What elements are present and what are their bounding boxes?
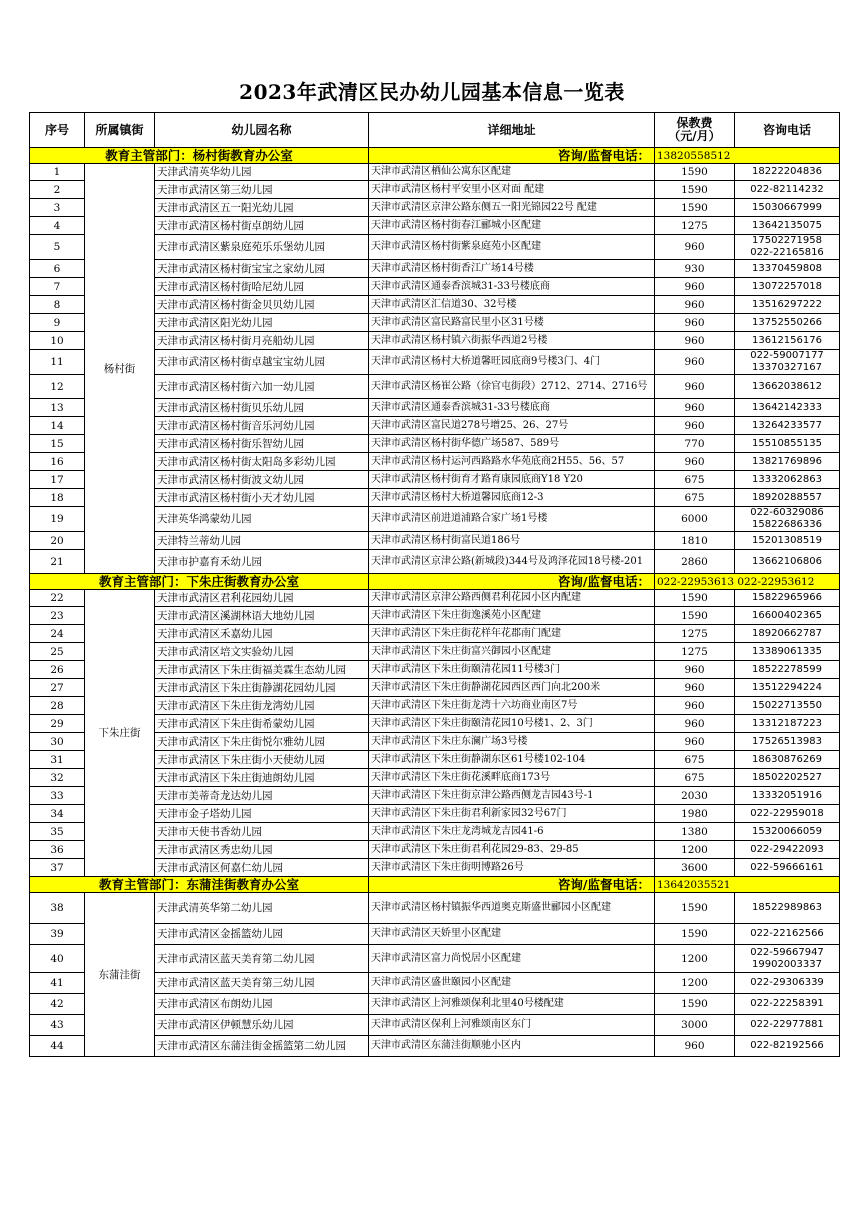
row-number: 37 xyxy=(30,859,85,877)
kindergarten-name: 天津市武清区杨村街宝宝之家幼儿园 xyxy=(155,260,369,278)
address: 天津市武清区东蒲洼街顺驰小区内 xyxy=(369,1036,655,1057)
fee: 1590 xyxy=(655,924,735,945)
row-number: 43 xyxy=(30,1015,85,1036)
section-contact-label: 咨询/监督电话： xyxy=(369,877,655,893)
kindergarten-name: 天津市武清区蓝天美育第二幼儿园 xyxy=(155,945,369,973)
address: 天津市武清区下朱庄街花样年花郡南门配建 xyxy=(369,625,655,643)
street-cell: 杨村街 xyxy=(85,164,155,574)
address: 天津市武清区杨村街富民道186号 xyxy=(369,532,655,550)
kindergarten-name: 天津市武清区秀忠幼儿园 xyxy=(155,841,369,859)
phone: 022-59666161 xyxy=(735,859,840,877)
phone: 15201308519 xyxy=(735,532,840,550)
fee: 960 xyxy=(655,661,735,679)
row-number: 8 xyxy=(30,296,85,314)
phone: 15822965966 xyxy=(735,590,840,607)
address: 天津市武清区杨村大桥道馨旺园底商9号楼3门、4门 xyxy=(369,350,655,375)
address: 天津市武清区保利上河雅颂南区东门 xyxy=(369,1015,655,1036)
kindergarten-name: 天津武清英华第二幼儿园 xyxy=(155,893,369,924)
kindergarten-name: 天津市武清区第三幼儿园 xyxy=(155,181,369,199)
kindergarten-name: 天津市武清区杨村街卓朗幼儿园 xyxy=(155,217,369,235)
fee: 3000 xyxy=(655,1015,735,1036)
row-number: 28 xyxy=(30,697,85,715)
kindergarten-name: 天津市武清区阳光幼儿园 xyxy=(155,314,369,332)
fee: 960 xyxy=(655,733,735,751)
row-number: 1 xyxy=(30,164,85,181)
fee: 1275 xyxy=(655,217,735,235)
fee: 960 xyxy=(655,697,735,715)
row-number: 36 xyxy=(30,841,85,859)
row-number: 4 xyxy=(30,217,85,235)
kindergarten-name: 天津市武清区杨村街哈尼幼儿园 xyxy=(155,278,369,296)
kindergarten-name: 天津市武清区禾嘉幼儿园 xyxy=(155,625,369,643)
street-cell: 下朱庄街 xyxy=(85,590,155,877)
row-number: 41 xyxy=(30,973,85,994)
phone: 17502271958 022-22165816 xyxy=(735,235,840,260)
row-number: 5 xyxy=(30,235,85,260)
header-phone: 咨询电话 xyxy=(735,113,840,148)
phone: 13662038612 xyxy=(735,375,840,399)
row-number: 3 xyxy=(30,199,85,217)
address: 天津市武清区下朱庄街龙湾十六坊商业南区7号 xyxy=(369,697,655,715)
address: 天津市武清区下朱庄街逸溪苑小区配建 xyxy=(369,607,655,625)
phone: 16600402365 xyxy=(735,607,840,625)
address: 天津市武清区杨崔公路（徐官屯街段）2712、2714、2716号 xyxy=(369,375,655,399)
address: 天津市武清区富民路富民里小区31号楼 xyxy=(369,314,655,332)
phone: 15320066059 xyxy=(735,823,840,841)
kindergarten-name: 天津市武清区杨村街乐智幼儿园 xyxy=(155,435,369,453)
kindergarten-name: 天津武清英华幼儿园 xyxy=(155,164,369,181)
fee: 675 xyxy=(655,769,735,787)
address: 天津市武清区下朱庄街京津公路西侧龙吉园43号-1 xyxy=(369,787,655,805)
kindergarten-name: 天津特兰蒂幼儿园 xyxy=(155,532,369,550)
address: 天津市武清区下朱庄街颐清花园11号楼3门 xyxy=(369,661,655,679)
fee: 6000 xyxy=(655,507,735,532)
table-row xyxy=(30,893,840,924)
phone: 13332051916 xyxy=(735,787,840,805)
phone: 18522278599 xyxy=(735,661,840,679)
section-header xyxy=(30,574,840,590)
kindergarten-name: 天津市武清区杨村街音乐河幼儿园 xyxy=(155,417,369,435)
address: 天津市武清区杨村街香江广场14号楼 xyxy=(369,260,655,278)
fee: 675 xyxy=(655,489,735,507)
row-number: 42 xyxy=(30,994,85,1015)
fee: 930 xyxy=(655,260,735,278)
row-number: 34 xyxy=(30,805,85,823)
row-number: 33 xyxy=(30,787,85,805)
fee: 1590 xyxy=(655,893,735,924)
address: 天津市武清区汇信道30、32号楼 xyxy=(369,296,655,314)
kindergarten-name: 天津市武清区君利花园幼儿园 xyxy=(155,590,369,607)
row-number: 38 xyxy=(30,893,85,924)
fee: 960 xyxy=(655,453,735,471)
kindergarten-name: 天津市护嘉育禾幼儿园 xyxy=(155,550,369,574)
row-number: 29 xyxy=(30,715,85,733)
address: 天津市武清区下朱庄街君利花园29-83、29-85 xyxy=(369,841,655,859)
phone: 17526513983 xyxy=(735,733,840,751)
phone: 18920288557 xyxy=(735,489,840,507)
phone: 18522989863 xyxy=(735,893,840,924)
row-number: 30 xyxy=(30,733,85,751)
phone: 022-60329086 15822686336 xyxy=(735,507,840,532)
kindergarten-name: 天津市武清区杨村街波文幼儿园 xyxy=(155,471,369,489)
fee: 1200 xyxy=(655,841,735,859)
kindergarten-name: 天津市金子塔幼儿园 xyxy=(155,805,369,823)
address: 天津市武清区栖仙公寓东区配建 xyxy=(369,164,655,181)
row-number: 40 xyxy=(30,945,85,973)
phone: 022-29306339 xyxy=(735,973,840,994)
row-number: 22 xyxy=(30,590,85,607)
fee: 960 xyxy=(655,1036,735,1057)
phone: 13072257018 xyxy=(735,278,840,296)
row-number: 44 xyxy=(30,1036,85,1057)
row-number: 20 xyxy=(30,532,85,550)
phone: 022-59667947 19902003337 xyxy=(735,945,840,973)
row-number: 17 xyxy=(30,471,85,489)
fee: 770 xyxy=(655,435,735,453)
fee: 1590 xyxy=(655,199,735,217)
phone: 15510855135 xyxy=(735,435,840,453)
fee: 1200 xyxy=(655,973,735,994)
phone: 022-29422093 xyxy=(735,841,840,859)
row-number: 6 xyxy=(30,260,85,278)
page-title: 2023年武清区民办幼儿园基本信息一览表 xyxy=(239,80,625,104)
address: 天津市武清区通泰香滨城31-33号楼底商 xyxy=(369,399,655,417)
header-fee xyxy=(655,113,735,148)
address: 天津市武清区下朱庄街君利新家园32号67门 xyxy=(369,805,655,823)
fee: 1590 xyxy=(655,607,735,625)
phone: 13821769896 xyxy=(735,453,840,471)
row-number: 11 xyxy=(30,350,85,375)
kindergarten-name: 天津市武清区下朱庄街福美霖生态幼儿园 xyxy=(155,661,369,679)
row-number: 12 xyxy=(30,375,85,399)
fee: 960 xyxy=(655,417,735,435)
row-number: 9 xyxy=(30,314,85,332)
kindergarten-name: 天津市武清区杨村街太阳岛多彩幼儿园 xyxy=(155,453,369,471)
section-dept: 教育主管部门：东蒲洼街教育办公室 xyxy=(30,877,369,893)
row-number: 23 xyxy=(30,607,85,625)
row-number: 35 xyxy=(30,823,85,841)
row-number: 14 xyxy=(30,417,85,435)
address: 天津市武清区下朱庄街颐清花园10号楼1、2、3门 xyxy=(369,715,655,733)
kindergarten-name: 天津市武清区伊顿慧乐幼儿园 xyxy=(155,1015,369,1036)
section-contact-label: 咨询/监督电话： xyxy=(369,148,655,164)
address: 天津市武清区下朱庄街静湖花园西区西门向北200米 xyxy=(369,679,655,697)
fee: 3600 xyxy=(655,859,735,877)
section-header xyxy=(30,877,840,893)
phone: 15030667999 xyxy=(735,199,840,217)
row-number: 39 xyxy=(30,924,85,945)
row-number: 19 xyxy=(30,507,85,532)
kindergarten-table xyxy=(29,112,840,1057)
row-number: 27 xyxy=(30,679,85,697)
kindergarten-name: 天津市武清区杨村街月亮船幼儿园 xyxy=(155,332,369,350)
address: 天津市武清区杨村街华德广场587、589号 xyxy=(369,435,655,453)
kindergarten-name: 天津市武清区杨村街六加一幼儿园 xyxy=(155,375,369,399)
phone: 022-22162566 xyxy=(735,924,840,945)
fee: 675 xyxy=(655,471,735,489)
section-dept: 教育主管部门：下朱庄街教育办公室 xyxy=(30,574,369,590)
row-number: 2 xyxy=(30,181,85,199)
address: 天津市武清区杨村平安里小区对面 配建 xyxy=(369,181,655,199)
phone: 18222204836 xyxy=(735,164,840,181)
row-number: 10 xyxy=(30,332,85,350)
fee: 1275 xyxy=(655,643,735,661)
fee: 1810 xyxy=(655,532,735,550)
row-number: 32 xyxy=(30,769,85,787)
row-number: 31 xyxy=(30,751,85,769)
kindergarten-name: 天津英华鸿蒙幼儿园 xyxy=(155,507,369,532)
kindergarten-name: 天津市武清区杨村街卓越宝宝幼儿园 xyxy=(155,350,369,375)
phone: 022-22977881 xyxy=(735,1015,840,1036)
phone: 022-82192566 xyxy=(735,1036,840,1057)
phone: 13370459808 xyxy=(735,260,840,278)
address: 天津市武清区前进道浦路合家广场1号楼 xyxy=(369,507,655,532)
phone: 022-22959018 xyxy=(735,805,840,823)
phone: 18502202527 xyxy=(735,769,840,787)
header-name: 幼儿园名称 xyxy=(155,113,369,148)
row-number: 7 xyxy=(30,278,85,296)
phone: 13642135075 xyxy=(735,217,840,235)
fee: 1275 xyxy=(655,625,735,643)
address: 天津市武清区下朱庄街静湖东区61号楼102-104 xyxy=(369,751,655,769)
phone: 13612156176 xyxy=(735,332,840,350)
fee: 960 xyxy=(655,679,735,697)
fee: 1200 xyxy=(655,945,735,973)
fee: 960 xyxy=(655,296,735,314)
address: 天津市武清区通泰香滨城31-33号楼底商 xyxy=(369,278,655,296)
phone: 13752550266 xyxy=(735,314,840,332)
phone: 13312187223 xyxy=(735,715,840,733)
fee: 960 xyxy=(655,332,735,350)
fee: 1380 xyxy=(655,823,735,841)
kindergarten-name: 天津市武清区下朱庄街迪朗幼儿园 xyxy=(155,769,369,787)
kindergarten-name: 天津市武清区下朱庄街小天使幼儿园 xyxy=(155,751,369,769)
kindergarten-name: 天津市武清区东蒲洼街金摇篮第二幼儿园 xyxy=(155,1036,369,1057)
address: 天津市武清区富民道278号增25、26、27号 xyxy=(369,417,655,435)
address: 天津市武清区下朱庄街明博路26号 xyxy=(369,859,655,877)
address: 天津市武清区杨村街紫泉庭苑小区配建 xyxy=(369,235,655,260)
fee: 1590 xyxy=(655,994,735,1015)
kindergarten-name: 天津市武清区杨村街金贝贝幼儿园 xyxy=(155,296,369,314)
row-number: 26 xyxy=(30,661,85,679)
address: 天津市武清区杨村大桥道馨园底商12-3 xyxy=(369,489,655,507)
address: 天津市武清区京津公路(新城段)344号及鸿泽花园18号楼-201 xyxy=(369,550,655,574)
section-contact-label: 咨询/监督电话： xyxy=(369,574,655,590)
fee: 1590 xyxy=(655,181,735,199)
fee: 960 xyxy=(655,278,735,296)
table-row xyxy=(30,590,840,607)
address: 天津市武清区富力尚悦居小区配建 xyxy=(369,945,655,973)
section-contact-phone: 13820558512 xyxy=(655,148,840,164)
row-number: 24 xyxy=(30,625,85,643)
kindergarten-name: 天津市美蒂奇龙达幼儿园 xyxy=(155,787,369,805)
kindergarten-name: 天津市武清区溪湖林语大地幼儿园 xyxy=(155,607,369,625)
address: 天津市武清区杨村镇六街振华西道2号楼 xyxy=(369,332,655,350)
fee: 960 xyxy=(655,375,735,399)
address: 天津市武清区下朱庄东澜广场3号楼 xyxy=(369,733,655,751)
kindergarten-name: 天津市武清区金摇篮幼儿园 xyxy=(155,924,369,945)
phone: 13642142333 xyxy=(735,399,840,417)
row-number: 15 xyxy=(30,435,85,453)
section-header xyxy=(30,148,840,164)
address: 天津市武清区京津公路西侧君利花园小区内配建 xyxy=(369,590,655,607)
kindergarten-name: 天津市武清区下朱庄街希蒙幼儿园 xyxy=(155,715,369,733)
fee: 2860 xyxy=(655,550,735,574)
kindergarten-name: 天津市天使书香幼儿园 xyxy=(155,823,369,841)
kindergarten-name: 天津市武清区下朱庄街悦尔雅幼儿园 xyxy=(155,733,369,751)
kindergarten-name: 天津市武清区下朱庄街龙湾幼儿园 xyxy=(155,697,369,715)
kindergarten-name: 天津市武清区培文实验幼儿园 xyxy=(155,643,369,661)
fee: 960 xyxy=(655,399,735,417)
kindergarten-name: 天津市武清区布朗幼儿园 xyxy=(155,994,369,1015)
address: 天津市武清区杨村街育才路育康园底商Y18 Y20 xyxy=(369,471,655,489)
fee: 2030 xyxy=(655,787,735,805)
section-dept: 教育主管部门：杨村街教育办公室 xyxy=(30,148,369,164)
kindergarten-name: 天津市武清区五一阳光幼儿园 xyxy=(155,199,369,217)
fee: 1980 xyxy=(655,805,735,823)
header-fee-line1: 保教费 xyxy=(676,116,713,130)
kindergarten-name: 天津市武清区何嘉仁幼儿园 xyxy=(155,859,369,877)
table-row xyxy=(30,164,840,181)
phone: 13264233577 xyxy=(735,417,840,435)
section-contact-phone: 022-22953613 022-22953612 xyxy=(655,574,840,590)
fee: 960 xyxy=(655,314,735,332)
kindergarten-name: 天津市武清区紫泉庭苑乐乐堡幼儿园 xyxy=(155,235,369,260)
phone: 13389061335 xyxy=(735,643,840,661)
fee: 960 xyxy=(655,235,735,260)
address: 天津市武清区天娇里小区配建 xyxy=(369,924,655,945)
header-street: 所属镇街 xyxy=(85,113,155,148)
phone: 022-59007177 13370327167 xyxy=(735,350,840,375)
phone: 13332062863 xyxy=(735,471,840,489)
phone: 15022713550 xyxy=(735,697,840,715)
phone: 022-22258391 xyxy=(735,994,840,1015)
phone: 18920662787 xyxy=(735,625,840,643)
address: 天津市武清区下朱庄街富兴御园小区配建 xyxy=(369,643,655,661)
header-address: 详细地址 xyxy=(369,113,655,148)
header-row xyxy=(30,113,840,148)
row-number: 16 xyxy=(30,453,85,471)
table-body xyxy=(30,148,840,1057)
address: 天津市武清区下朱庄龙湾城龙吉园41-6 xyxy=(369,823,655,841)
fee: 960 xyxy=(655,350,735,375)
address: 天津市武清区京津公路东侧五一阳光锦园22号 配建 xyxy=(369,199,655,217)
row-number: 21 xyxy=(30,550,85,574)
phone: 13512294224 xyxy=(735,679,840,697)
header-fee-line2: （元/月） xyxy=(668,129,721,143)
street-cell: 东蒲洼街 xyxy=(85,893,155,1057)
kindergarten-name: 天津市武清区杨村街小天才幼儿园 xyxy=(155,489,369,507)
row-number: 25 xyxy=(30,643,85,661)
phone: 18630876269 xyxy=(735,751,840,769)
address: 天津市武清区上河雅颂保利北里40号楼配建 xyxy=(369,994,655,1015)
fee: 1590 xyxy=(655,164,735,181)
fee: 960 xyxy=(655,715,735,733)
address: 天津市武清区杨村街春江郦城小区配建 xyxy=(369,217,655,235)
kindergarten-name: 天津市武清区下朱庄街静湖花园幼儿园 xyxy=(155,679,369,697)
kindergarten-name: 天津市武清区蓝天美育第三幼儿园 xyxy=(155,973,369,994)
fee: 675 xyxy=(655,751,735,769)
address: 天津市武清区杨村运河西路路水华苑底商2H55、56、57 xyxy=(369,453,655,471)
row-number: 13 xyxy=(30,399,85,417)
fee: 1590 xyxy=(655,590,735,607)
phone: 13516297222 xyxy=(735,296,840,314)
phone: 13662106806 xyxy=(735,550,840,574)
address: 天津市武清区杨村镇振华西道奥克斯盛世郦园小区配建 xyxy=(369,893,655,924)
section-contact-phone: 13642035521 xyxy=(655,877,840,893)
address: 天津市武清区下朱庄街花溪畔底商173号 xyxy=(369,769,655,787)
address: 天津市武清区盛世颐园小区配建 xyxy=(369,973,655,994)
phone: 022-82114232 xyxy=(735,181,840,199)
row-number: 18 xyxy=(30,489,85,507)
kindergarten-name: 天津市武清区杨村街贝乐幼儿园 xyxy=(155,399,369,417)
header-no: 序号 xyxy=(30,113,85,148)
